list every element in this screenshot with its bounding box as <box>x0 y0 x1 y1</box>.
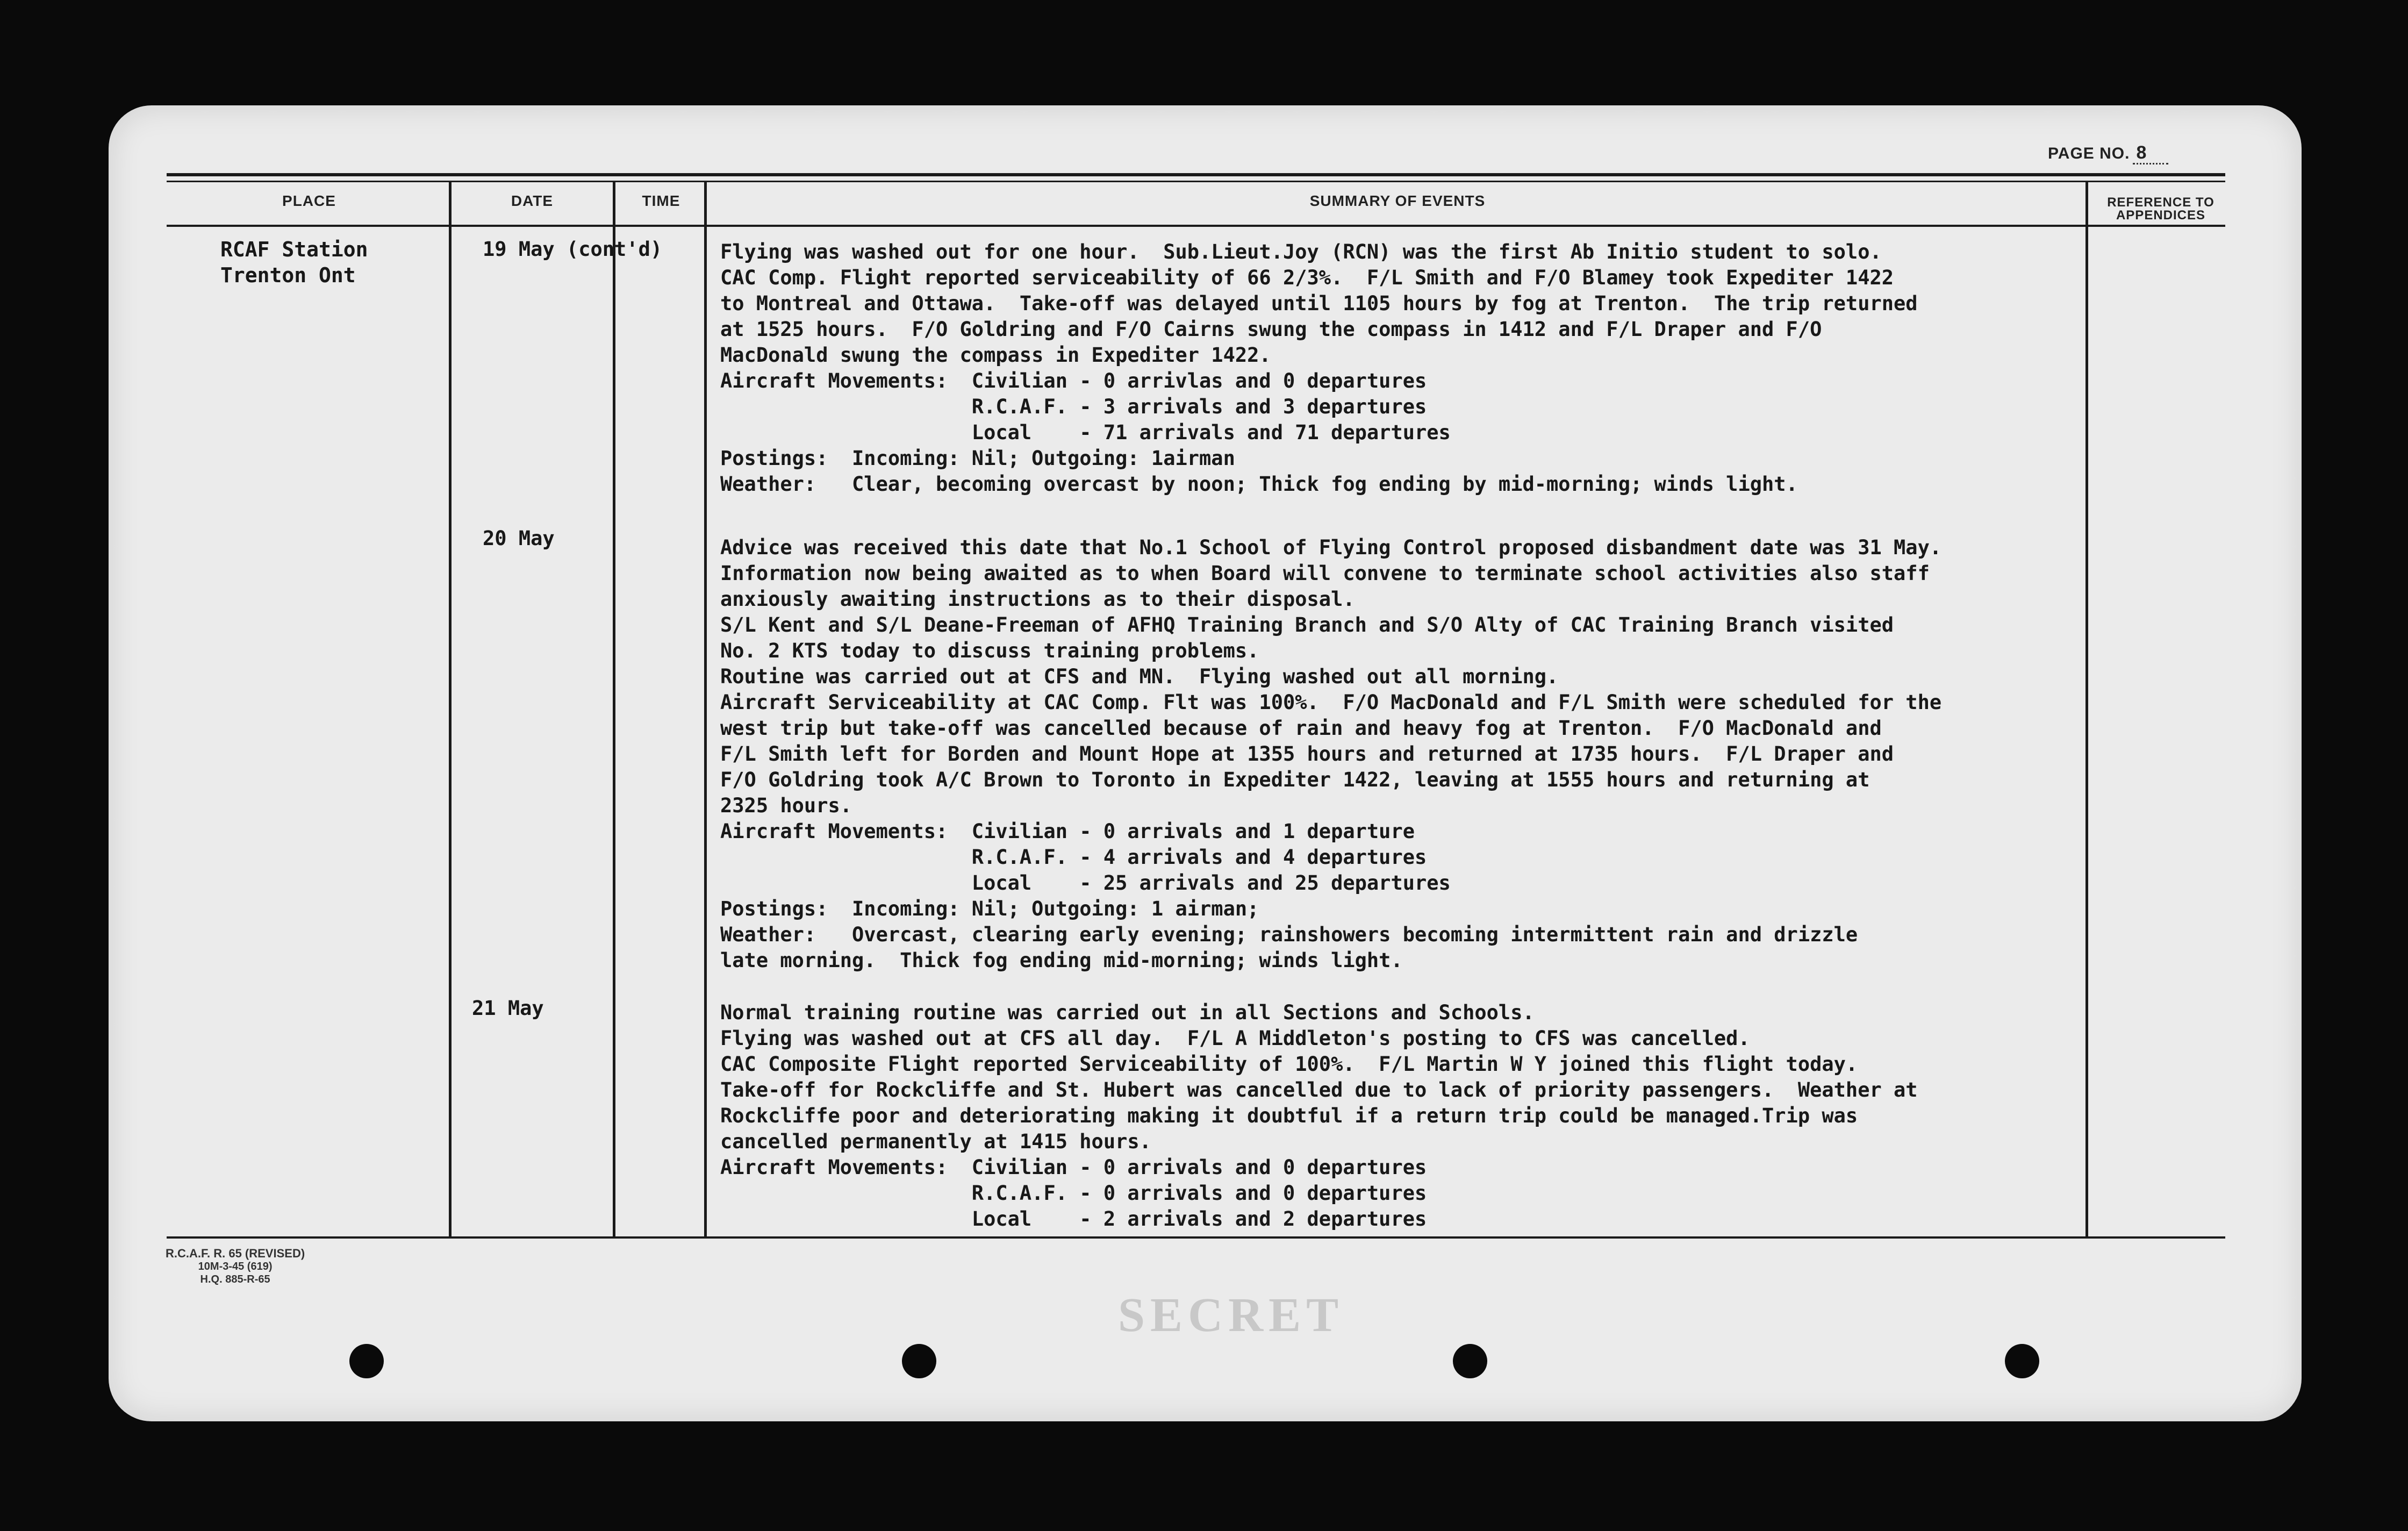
date-time-divider <box>613 181 615 1237</box>
summary-21-may: Normal training routine was carried out in all Sections and Schools. Flying was washed out at CFS all day. F/L A Middleton's posting to CFS was cancelled. CAC Composite Flight reported Serviceability of 100%. F/L Martin W Y joined this flight today. Take-off for Rockcliffe and St. Hubert was cancelled due to lack of priority passengers. Weather at Rockcliffe poor and deteriorating making it doubtful if a return trip could be managed.Trip was cancelled permanently at 1415 hours. Aircraft Movements: Civilian - 0 arrivals and 0 departures R.C.A.F. - 0 arrivals and 0 departures Local - 2 arrivals and 2 departures <box>720 1001 1918 1230</box>
time-summary-divider <box>704 181 707 1237</box>
bleed-through-watermark: SECRET <box>1118 1289 1344 1342</box>
summary-20-may: Advice was received this date that No.1 School of Flying Control proposed disbandment date was 31 May. Information now being awaited as to when Board will convene to terminate school activities also staff anxiously awaiting instructions as to their disposal. S/L Kent and S/L Deane-Freeman of AFHQ Training Branch and S/O Alty of CAC Training Branch visited No. 2 KTS today to discuss training problems. Routine was carried out at CFS and MN. Flying washed out all morning. Aircraft Serviceability at CAC Comp. Flt was 100%. F/O MacDonald and F/L Smith were scheduled for the west trip but take-off was cancelled because of rain and heavy fog at Trenton. F/O MacDonald and F/L Smith left for Borden and Mount Hope at 1355 hours and returned at 1735 hours. F/L Draper and F/O Goldring took A/C Brown to Toronto in Expediter 1422, leaving at 1555 hours and returning at 2325 hours. Aircraft Movements: Civilian - 0 arrivals and 1 departure R.C.A.F. - 4 arrivals and 4 departures Local - 25 arrivals and 25 departures Postings: Incoming: Nil; Outgoing: 1 airman; Weather: Overcast, clearing early evening; rainshowers becoming intermittent rain and drizzle late morning. Thick fog ending mid-morning; winds light. <box>720 536 1942 972</box>
header-date: DATE <box>511 192 554 209</box>
header-summary: SUMMARY OF EVENTS <box>1309 192 1486 209</box>
form-identifier: R.C.A.F. R. 65 (REVISED) 10M-3-45 (619) H.Q. 885-R-65 <box>166 1247 305 1285</box>
place-cell: RCAF Station Trenton Ont <box>220 238 368 287</box>
summary-reference-divider <box>2086 181 2088 1237</box>
binder-hole <box>349 1344 384 1378</box>
header-rule <box>167 225 2225 227</box>
place-date-divider <box>449 181 452 1237</box>
date-20-may: 20 May <box>483 527 555 550</box>
date-21-may: 21 May <box>472 997 544 1020</box>
page-number: PAGE NO. 8 <box>2048 142 2168 163</box>
header-place: PLACE <box>282 192 336 209</box>
bottom-rule <box>167 1236 2225 1239</box>
header-reference: REFERENCE TO APPENDICES <box>2107 195 2214 223</box>
summary-19-may: Flying was washed out for one hour. Sub.Lieut.Joy (RCN) was the first Ab Initio student to solo. CAC Comp. Flight reported serviceability of 66 2/3%. F/L Smith and F/O Blamey took Expediter 1422 to Montreal and Ottawa. Take-off was delayed until 1105 hours by fog at Trenton. The trip returned at 1525 hours. F/O Goldring and F/O Cairns swung the compass in 1412 and F/L Draper and F/O MacDonald swung the compass in Expediter 1422. Aircraft Movements: Civilian - 0 arrivlas and 0 departures R.C.A.F. - 3 arrivals and 3 departures Local - 71 arrivals and 71 departures Postings: Incoming: Nil; Outgoing: 1airman Weather: Clear, becoming overcast by noon; Thick fog ending by mid-morning; winds light. <box>720 240 1918 496</box>
binder-hole <box>1453 1344 1487 1378</box>
top-rule <box>167 173 2225 176</box>
binder-hole <box>2005 1344 2039 1378</box>
binder-hole <box>902 1344 936 1378</box>
top-rule-second <box>167 181 2225 182</box>
header-time: TIME <box>642 192 680 209</box>
date-19-may: 19 May (cont'd) <box>483 238 663 261</box>
